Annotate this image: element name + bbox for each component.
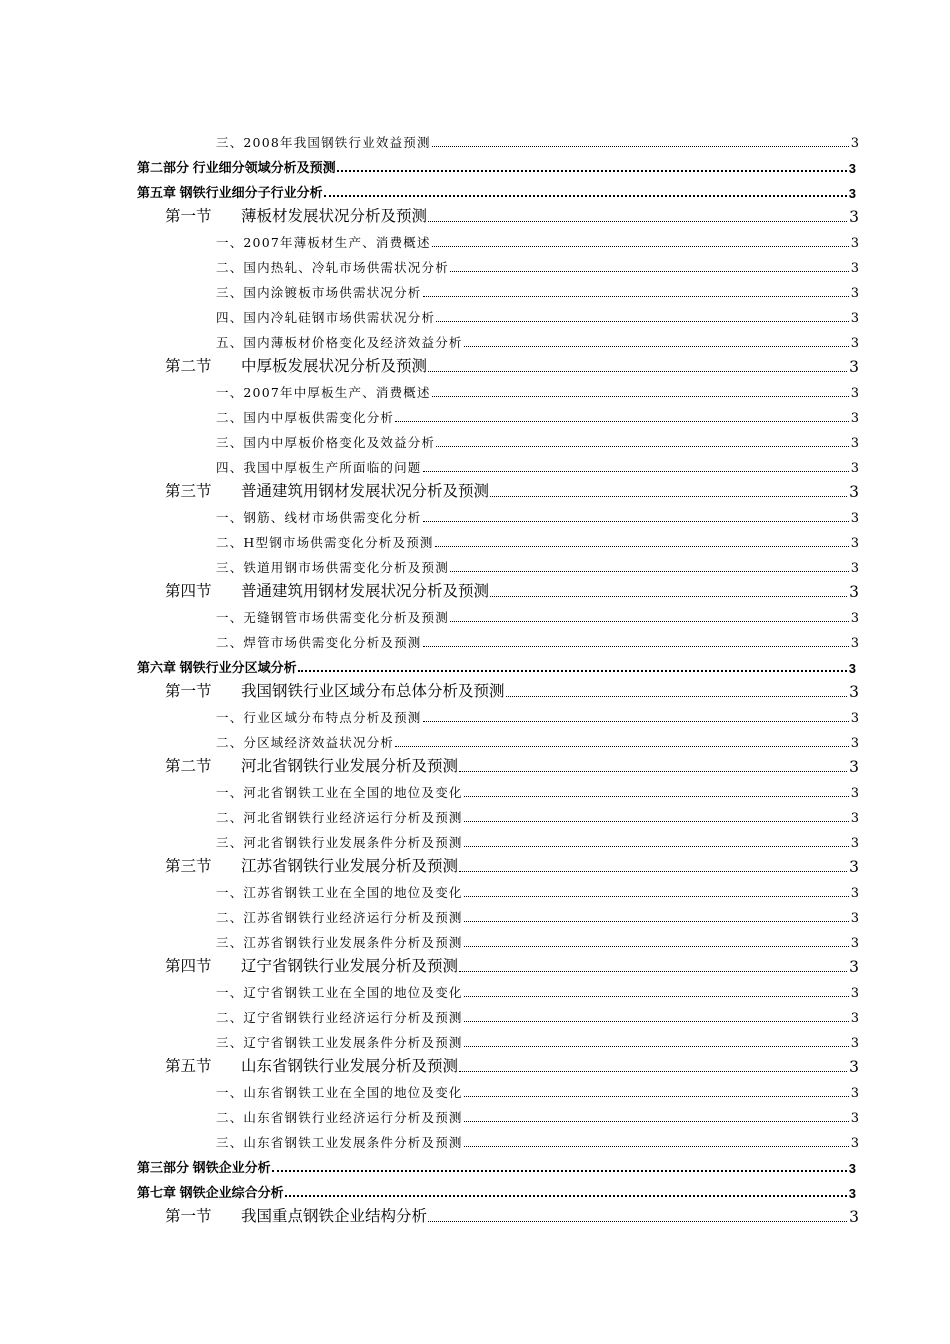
toc-section-title (165, 954, 458, 976)
toc-leader-dots (464, 1146, 849, 1147)
toc-page-number: 3 (850, 936, 859, 951)
toc-section-number: 第三节 (165, 857, 212, 875)
toc-page-number: 3 (850, 1036, 859, 1051)
toc-page-number: 3 (850, 261, 859, 276)
toc-leader-dots (464, 1046, 849, 1047)
toc-entry[interactable] (165, 1201, 859, 1226)
toc-subsection-title: 一、河北省钢铁工业在全国的地位及变化 (216, 785, 463, 800)
toc-page-number: 3 (850, 1136, 859, 1151)
toc-subsection-title: 二、焊管市场供需变化分析及预测 (216, 635, 422, 650)
toc-section-title (165, 679, 505, 701)
toc-leader-dots (436, 446, 849, 447)
toc-subsection-title: 三、河北省钢铁行业发展条件分析及预测 (216, 835, 463, 850)
toc-entry[interactable] (137, 151, 856, 176)
toc-subsection-title: 一、山东省钢铁工业在全国的地位及变化 (216, 1085, 463, 1100)
toc-leader-dots (423, 721, 849, 722)
toc-section-title (165, 354, 427, 376)
toc-entry[interactable] (216, 926, 859, 951)
toc-entry[interactable] (165, 951, 859, 976)
toc-leader-dots (435, 546, 849, 547)
toc-subsection-title: 三、铁道用钢市场供需变化分析及预测 (216, 560, 449, 575)
toc-leader-dots (464, 896, 849, 897)
toc-page-number: 3 (849, 583, 859, 601)
toc-section-title (165, 579, 489, 601)
toc-leader-dots (490, 496, 847, 497)
toc-entry[interactable] (216, 226, 859, 251)
toc-entry[interactable] (216, 1001, 859, 1026)
toc-chapter-title: 第六章 钢铁行业分区域分析 (137, 660, 297, 675)
toc-entry[interactable] (165, 201, 859, 226)
toc-page-number: 3 (850, 786, 859, 801)
toc-page-number: 3 (850, 1086, 859, 1101)
toc-leader-dots (423, 471, 849, 472)
toc-entry[interactable] (137, 1176, 856, 1201)
toc-entry[interactable] (216, 126, 859, 151)
toc-leader-dots (395, 746, 849, 747)
toc-page-number: 3 (850, 1111, 859, 1126)
toc-page-number: 3 (850, 836, 859, 851)
toc-entry[interactable] (216, 601, 859, 626)
toc-page-number: 3 (849, 758, 859, 776)
toc-leader-dots (450, 271, 849, 272)
toc-page-number: 3 (850, 561, 859, 576)
toc-entry[interactable] (165, 676, 859, 701)
toc-leader-dots (324, 195, 847, 197)
toc-leader-dots (506, 696, 848, 697)
toc-leader-dots (395, 421, 849, 422)
toc-entry[interactable] (216, 551, 859, 576)
toc-subsection-title: 三、辽宁省钢铁工业发展条件分析及预测 (216, 1035, 463, 1050)
toc-page-number: 3 (849, 958, 859, 976)
toc-section-title (165, 1054, 458, 1076)
toc-entry[interactable] (216, 1126, 859, 1151)
toc-chapter-title: 第二部分 行业细分领域分析及预测 (137, 160, 336, 175)
toc-entry[interactable] (216, 451, 859, 476)
toc-page-number: 3 (849, 858, 859, 876)
toc-subsection-title: 三、江苏省钢铁行业发展条件分析及预测 (216, 935, 463, 950)
toc-leader-dots (298, 670, 847, 672)
toc-entry[interactable] (216, 1076, 859, 1101)
toc-leader-dots (450, 621, 849, 622)
toc-leader-dots (464, 796, 849, 797)
toc-entry-text: 山东省钢铁行业发展分析及预测 (241, 1057, 459, 1075)
toc-entry-text: 薄板材发展状况分析及预测 (241, 207, 428, 225)
toc-entry[interactable] (216, 376, 859, 401)
toc-section-title (165, 479, 489, 501)
toc-subsection-title: 二、山东省钢铁行业经济运行分析及预测 (216, 1110, 463, 1125)
toc-entry-text: 辽宁省钢铁行业发展分析及预测 (241, 957, 459, 975)
toc-entry[interactable] (216, 526, 859, 551)
toc-page-number: 3 (850, 536, 859, 551)
toc-page-number: 3 (850, 886, 859, 901)
toc-leader-dots (464, 1121, 849, 1122)
toc-entry-text: 中厚板发展状况分析及预测 (241, 357, 428, 375)
toc-page-number: 3 (850, 911, 859, 926)
toc-chapter-title: 第五章 钢铁行业细分子行业分析 (137, 185, 323, 200)
toc-subsection-title: 二、国内中厚板供需变化分析 (216, 410, 395, 425)
toc-page-number: 3 (850, 386, 859, 401)
toc-subsection-title: 四、国内冷轧硅钢市场供需状况分析 (216, 310, 436, 325)
toc-leader-dots (459, 871, 847, 872)
toc-entry[interactable] (165, 576, 859, 601)
toc-entry-text: 江苏省钢铁行业发展分析及预测 (241, 857, 459, 875)
toc-subsection-title: 一、江苏省钢铁工业在全国的地位及变化 (216, 885, 463, 900)
toc-chapter-title: 第七章 钢铁企业综合分析 (137, 1185, 284, 1200)
toc-leader-dots (464, 1021, 849, 1022)
toc-entry[interactable] (216, 776, 859, 801)
toc-entry[interactable] (216, 501, 859, 526)
toc-page-number: 3 (849, 1208, 859, 1226)
toc-entry-text: 我国钢铁行业区域分布总体分析及预测 (241, 682, 505, 700)
toc-section-number: 第二节 (165, 757, 212, 775)
toc-subsection-title: 一、无缝钢管市场供需变化分析及预测 (216, 610, 449, 625)
toc-subsection-title: 一、2007年中厚板生产、消费概述 (216, 385, 431, 400)
toc-page-number: 3 (850, 411, 859, 426)
toc-page-number: 3 (850, 1011, 859, 1026)
toc-subsection-title: 一、行业区域分布特点分析及预测 (216, 710, 422, 725)
toc-page-number: 3 (850, 611, 859, 626)
toc-entry[interactable] (216, 401, 859, 426)
toc-page-number: 3 (850, 461, 859, 476)
toc-leader-dots (428, 221, 847, 222)
toc-section-number: 第一节 (165, 207, 212, 225)
toc-entry[interactable] (165, 751, 859, 776)
toc-leader-dots (436, 321, 849, 322)
toc-leader-dots (432, 246, 849, 247)
toc-leader-dots (464, 346, 849, 347)
toc-page-number: 3 (849, 358, 859, 376)
toc-entry[interactable] (216, 726, 859, 751)
toc-entry[interactable] (216, 301, 859, 326)
toc-section-number: 第三节 (165, 482, 212, 500)
toc-entry[interactable] (216, 901, 859, 926)
toc-entry[interactable] (216, 326, 859, 351)
toc-page-number: 3 (850, 736, 859, 751)
toc-entry-text: 普通建筑用钢材发展状况分析及预测 (241, 582, 490, 600)
toc-page-number: 3 (849, 683, 859, 701)
toc-entry-text: 我国重点钢铁企业结构分析 (241, 1207, 428, 1225)
toc-page-number: 3 (849, 1058, 859, 1076)
toc-subsection-title: 三、2008年我国钢铁行业效益预测 (216, 135, 431, 150)
toc-section-number: 第五节 (165, 1057, 212, 1075)
toc-subsection-title: 二、河北省钢铁行业经济运行分析及预测 (216, 810, 463, 825)
toc-entry[interactable] (165, 476, 859, 501)
toc-leader-dots (464, 821, 849, 822)
toc-leader-dots (459, 771, 847, 772)
toc-entry[interactable] (165, 1051, 859, 1076)
toc-page-number: 3 (848, 186, 856, 201)
toc-subsection-title: 五、国内薄板材价格变化及经济效益分析 (216, 335, 463, 350)
toc-leader-dots (490, 596, 847, 597)
toc-entry[interactable] (216, 626, 859, 651)
toc-section-title (165, 1204, 427, 1226)
toc-leader-dots (423, 296, 849, 297)
toc-section-number: 第四节 (165, 582, 212, 600)
toc-leader-dots (464, 946, 849, 947)
toc-leader-dots (459, 971, 847, 972)
toc-subsection-title: 二、辽宁省钢铁行业经济运行分析及预测 (216, 1010, 463, 1025)
toc-leader-dots (464, 1096, 849, 1097)
toc-subsection-title: 一、钢筋、线材市场供需变化分析 (216, 510, 422, 525)
toc-page-number: 3 (849, 483, 859, 501)
toc-subsection-title: 三、山东省钢铁工业发展条件分析及预测 (216, 1135, 463, 1150)
toc-entry[interactable] (216, 976, 859, 1001)
toc-page-number: 3 (848, 161, 856, 176)
toc-page-number: 3 (850, 811, 859, 826)
toc-entry[interactable] (137, 176, 856, 201)
toc-leader-dots (459, 1071, 847, 1072)
toc-section-title (165, 854, 458, 876)
toc-leader-dots (432, 396, 849, 397)
toc-subsection-title: 二、国内热轧、冷轧市场供需状况分析 (216, 260, 449, 275)
toc-entry-text: 普通建筑用钢材发展状况分析及预测 (241, 482, 490, 500)
toc-page-number: 3 (850, 711, 859, 726)
toc-subsection-title: 一、2007年薄板材生产、消费概述 (216, 235, 431, 250)
toc-section-title (165, 204, 427, 226)
toc-leader-dots (428, 1221, 847, 1222)
toc-page-number: 3 (850, 336, 859, 351)
toc-page-number: 3 (850, 236, 859, 251)
toc-leader-dots (337, 170, 847, 172)
toc-entry[interactable] (137, 651, 856, 676)
toc-chapter-title: 第三部分 钢铁企业分析 (137, 1160, 271, 1175)
toc-subsection-title: 二、江苏省钢铁行业经济运行分析及预测 (216, 910, 463, 925)
toc-page-number: 3 (850, 311, 859, 326)
toc-entry[interactable] (165, 851, 859, 876)
toc-entry[interactable] (216, 801, 859, 826)
table-of-contents (0, 126, 950, 1226)
toc-leader-dots (428, 371, 847, 372)
toc-page-number: 3 (850, 436, 859, 451)
toc-entry[interactable] (216, 1101, 859, 1126)
toc-subsection-title: 三、国内中厚板价格变化及效益分析 (216, 435, 436, 450)
toc-entry[interactable] (216, 826, 859, 851)
toc-entry[interactable] (216, 251, 859, 276)
toc-page-number: 3 (850, 636, 859, 651)
toc-entry[interactable] (165, 351, 859, 376)
toc-leader-dots (423, 646, 849, 647)
toc-page-number: 3 (850, 511, 859, 526)
toc-entry-text: 河北省钢铁行业发展分析及预测 (241, 757, 459, 775)
toc-entry[interactable] (137, 1151, 856, 1176)
toc-leader-dots (464, 846, 849, 847)
toc-subsection-title: 三、国内涂镀板市场供需状况分析 (216, 285, 422, 300)
toc-page-number: 3 (850, 136, 859, 151)
toc-page-number: 3 (848, 661, 856, 676)
toc-page-number: 3 (850, 286, 859, 301)
toc-entry[interactable] (216, 1026, 859, 1051)
toc-section-number: 第二节 (165, 357, 212, 375)
toc-subsection-title: 四、我国中厚板生产所面临的问题 (216, 460, 422, 475)
toc-leader-dots (450, 571, 849, 572)
toc-subsection-title: 二、H型钢市场供需变化分析及预测 (216, 535, 434, 550)
toc-leader-dots (285, 1195, 847, 1197)
toc-page-number: 3 (848, 1186, 856, 1201)
toc-page-number: 3 (848, 1161, 856, 1176)
toc-entry[interactable] (216, 701, 859, 726)
toc-section-number: 第一节 (165, 1207, 212, 1225)
toc-section-number: 第一节 (165, 682, 212, 700)
toc-leader-dots (272, 1170, 847, 1172)
toc-page-number: 3 (849, 208, 859, 226)
toc-entry[interactable] (216, 876, 859, 901)
toc-entry[interactable] (216, 276, 859, 301)
toc-section-title (165, 754, 458, 776)
toc-leader-dots (423, 521, 849, 522)
toc-subsection-title: 一、辽宁省钢铁工业在全国的地位及变化 (216, 985, 463, 1000)
toc-leader-dots (464, 996, 849, 997)
toc-page-number: 3 (850, 986, 859, 1001)
toc-leader-dots (432, 146, 849, 147)
toc-subsection-title: 二、分区域经济效益状况分析 (216, 735, 395, 750)
toc-leader-dots (464, 921, 849, 922)
toc-entry[interactable] (216, 426, 859, 451)
toc-section-number: 第四节 (165, 957, 212, 975)
